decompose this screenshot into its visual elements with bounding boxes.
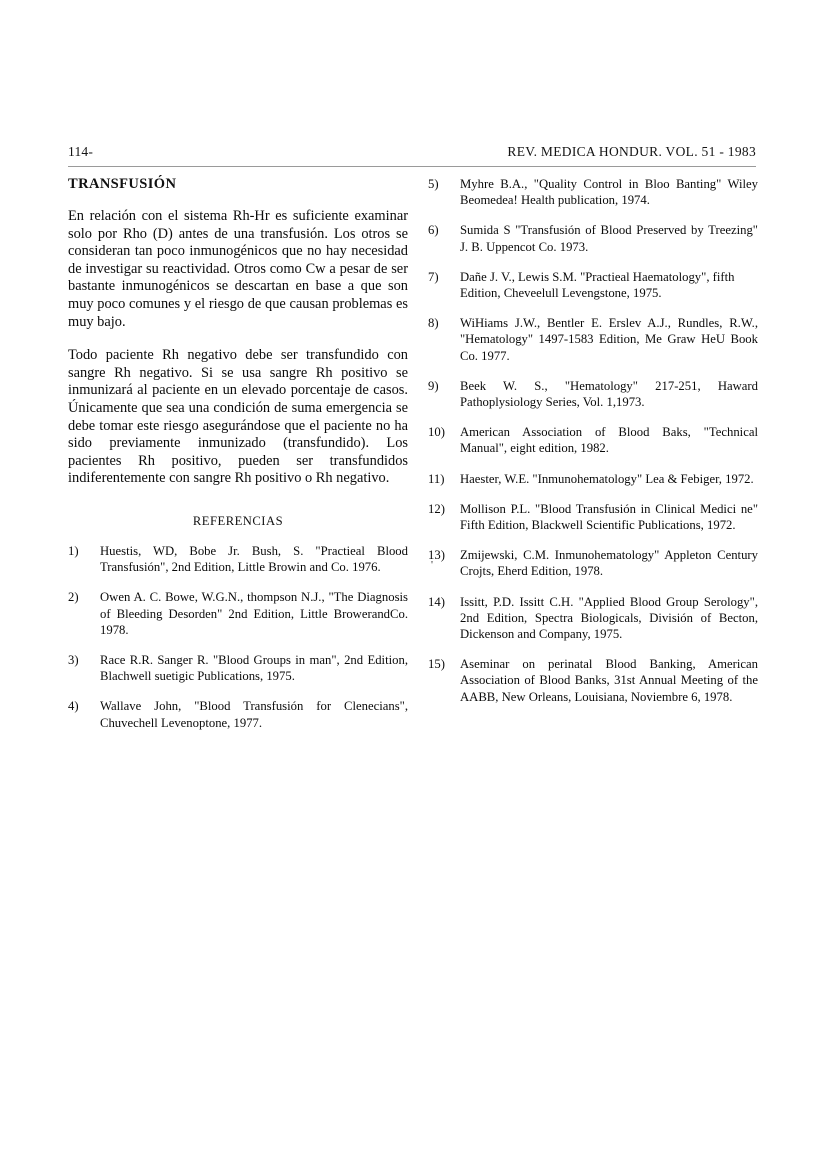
reference-number: 13) bbox=[428, 548, 445, 563]
reference-text: Mollison P.L. "Blood Transfusión in Clinical Medici ne" Fifth Edition, Blackwell Scientific Publications, 1972. bbox=[460, 501, 758, 533]
reference-text: Dañe J. V., Lewis S.M. "Practieal Haematology", fifth Edition, Cheveelull Levengstone, 1975. bbox=[460, 269, 735, 301]
reference-number: 4) bbox=[68, 699, 79, 714]
reference-number: 1) bbox=[68, 543, 79, 558]
body-paragraph: Todo paciente Rh negativo debe ser transfundido con sangre Rh negativo. Si se usa sangre Rh positivo se inmunizará al paciente en un elevado porcentaje de casos. Únicamente que sea una condición de suma emergencia se debe tomar este riesgo asegurándose que el paciente no ha sido previamente inmunizado (transfundido). Los pacientes Rh positivo, pueden ser transfundidos indiferentemente con sangre Rh positivo o Rh negativo. bbox=[68, 347, 408, 487]
reference-item bbox=[428, 424, 758, 456]
reference-text: Sumida S "Transfusión of Blood Preserved by Treezing" J. B. Uppencot Co. 1973. bbox=[460, 223, 758, 254]
reference-text: Issitt, P.D. Issitt C.H. "Applied Blood Group Serology", 2nd Edition, Spectra Biologicals, División of Becton, Dickenson and Company, 1975. bbox=[460, 594, 758, 642]
left-column bbox=[68, 176, 408, 745]
reference-number: 9) bbox=[428, 378, 439, 393]
reference-text: American Association of Blood Baks, "Technical Manual", eight edition, 1982. bbox=[460, 425, 758, 456]
reference-item bbox=[428, 315, 758, 364]
reference-text: Aseminar on perinatal Blood Banking, American Association of Blood Banks, 31st Annual Meeting of the AABB, New Orleans, Louisiana, Noviembre 6, 1978. bbox=[460, 657, 758, 704]
reference-text: Race R.R. Sanger R. "Blood Groups in man", 2nd Edition, Blachwell suetigic Publications, 1975. bbox=[100, 652, 408, 684]
reference-item bbox=[428, 656, 758, 705]
reference-number: 5) bbox=[428, 177, 439, 191]
reference-number: 2) bbox=[68, 590, 79, 605]
references-heading: REFERENCIAS bbox=[192, 513, 284, 528]
reference-number: 15) bbox=[428, 657, 445, 672]
journal-citation: REV. MEDICA HONDUR. VOL. 51 - 1983 bbox=[507, 144, 756, 159]
right-column bbox=[428, 176, 758, 719]
reference-item bbox=[428, 269, 758, 301]
section-title: TRANSFUSIÓN bbox=[68, 176, 177, 192]
page-folio: 114- bbox=[68, 144, 94, 159]
body-paragraph: En relación con el sistema Rh-Hr es suficiente examinar solo por Rho (D) antes de una transfusión. Los otros se consideran tan poco inmunogénicos que no hay necesidad de investigar su reactividad. Otros como Cw a pesar de ser bastante inmunogénicos se descartan en base a que son muy poco comunes y el riesgo de que causan problemas es muy bajo. bbox=[68, 208, 408, 330]
reference-text: Myhre B.A., "Quality Control in Bloo Banting" Wiley Beomedea! Health publication, 1974. bbox=[460, 177, 758, 208]
scan-artifact-mark: ' bbox=[431, 559, 433, 572]
reference-number: 6) bbox=[428, 223, 439, 238]
reference-item bbox=[68, 652, 408, 684]
reference-item bbox=[428, 471, 758, 487]
reference-text: Huestis, WD, Bobe Jr. Bush, S. "Practieal Blood Transfusión", 2nd Edition, Little Browin and Co. 1976. bbox=[100, 543, 408, 575]
reference-item bbox=[428, 594, 758, 643]
reference-text: Wallave John, "Blood Transfusión for Clenecians", Chuvechell Levenoptone, 1977. bbox=[100, 699, 408, 730]
reference-number: 8) bbox=[428, 316, 439, 331]
reference-item bbox=[68, 698, 408, 730]
reference-item bbox=[428, 547, 758, 579]
reference-number: 7) bbox=[428, 269, 439, 284]
reference-text: Owen A. C. Bowe, W.G.N., thompson N.J., "The Diagnosis of Bleeding Desorden" 2nd Edition, Little BrowerandCo. 1978. bbox=[100, 590, 408, 637]
header-rule bbox=[68, 166, 756, 167]
reference-number: 3) bbox=[68, 652, 79, 667]
reference-text: Haester, W.E. "Inmunohematology" Lea & Febiger, 1972. bbox=[460, 471, 754, 486]
reference-number: 10) bbox=[428, 425, 445, 440]
reference-text: Zmijewski, C.M. Inmunohematology" Appleton Century Crojts, Eherd Edition, 1978. bbox=[460, 548, 758, 579]
reference-number: 12) bbox=[428, 501, 445, 516]
reference-item bbox=[428, 176, 758, 208]
reference-number: 11) bbox=[428, 471, 445, 486]
running-head bbox=[68, 144, 756, 160]
reference-text: Beek W. S., "Hematology" 217-251, Haward Pathoplysiology Series, Vol. 1,1973. bbox=[460, 378, 758, 410]
reference-item bbox=[428, 378, 758, 410]
reference-item bbox=[428, 501, 758, 533]
reference-number: 14) bbox=[428, 594, 445, 609]
reference-item bbox=[68, 543, 408, 575]
reference-item bbox=[68, 589, 408, 638]
reference-item bbox=[428, 222, 758, 254]
reference-text: WiHiams J.W., Bentler E. Erslev A.J., Rundles, R.W., "Hematology" 1497-1583 Edition, Me Graw HeU Book Co. 1977. bbox=[460, 316, 758, 363]
